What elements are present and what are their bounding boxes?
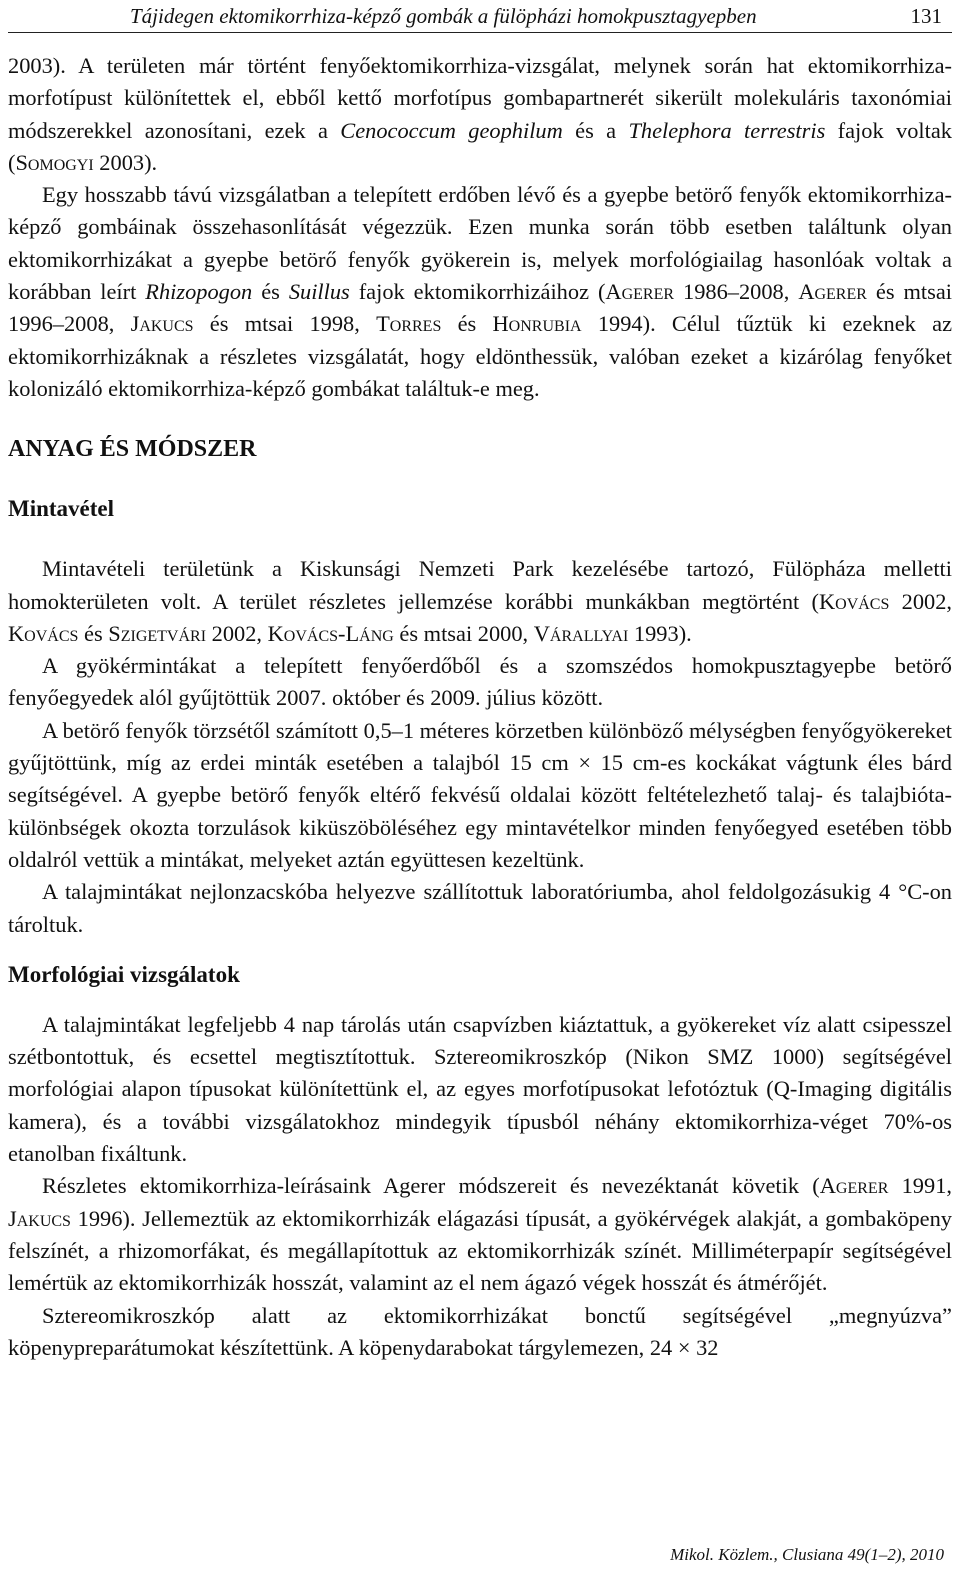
author-citation: Kovács (818, 588, 890, 614)
genus-name: Suillus (288, 279, 350, 305)
author-citation: Kovács-Láng (267, 620, 394, 646)
author-citation: Agerer (819, 1173, 889, 1199)
paragraph-morphology-prep: A talajmintákat legfeljebb 4 nap tárolás után csapvízben kiáztattuk, a gyökereket víz alatt csipesszel szétbontottuk, és ecsettel megtisztítottuk. Sztereomikroszkóp (Nikon SMZ 1000) segítségével morfológiai alapon típusokat különítettünk el, az egyes morfotípusokat lefotóztuk (Q-Imaging digitális kamera), és a további vizsgálatokhoz mindegyik típusból néhány ektomikorrhiza-véget 70%-os etanolban fixáltunk. (8, 1011, 952, 1167)
paragraph-intro-continued: 2003). A területen már történt fenyőektomikorrhiza-vizsgálat, melynek során hat ektomikorrhiza-morfotípust különítettek el, ebből kettő morfotípus gombapartnerét sikerült molekuláris taxonómiai módszerekkel azonosítani, ezek a Cenococcum geophilum és a Thelephora terrestris fajok voltak (Somogyi 2003). (8, 53, 952, 175)
article-body (8, 50, 952, 1364)
subsection-heading-sampling: Mintavétel (8, 496, 115, 522)
running-title: Tájidegen ektomikorrhiza-képző gombák a fülöpházi homokpusztagyepben (130, 4, 757, 28)
author-citation: Várallyai (533, 620, 629, 646)
species-name: Thelephora terrestris (628, 117, 826, 143)
author-citation: Torres (376, 311, 442, 337)
author-citation: Jakucs (8, 1205, 71, 1231)
author-citation: Agerer (798, 279, 867, 305)
author-citation: Somogyi (15, 149, 94, 175)
paragraph-aim: Egy hosszabb távú vizsgálatban a telepített erdőben lévő és a gyepbe betörő fenyők ektomikorrhiza-képző gombáinak összehasonlítását végezzük. Ezen munka során több esetben találtunk olyan ektomikorrhizákat a gyepbe betörő fenyők gyökerein is, melyek morfológiailag hasonlóak voltak a korábban leírt Rhizopogon és Suillus fajok ektomikorrhizáihoz (Agerer 1986–2008, Agerer és mtsai 1996–2008, Jakucs és mtsai 1998, Torres és Honrubia 1994). Célul tűztük ki ezeknek az ektomikorrhizáknak a részletes vizsgálatát, hogy eldönthessük, valóban ezeket a kizárólag fenyőket kolonizáló ektomikorrhiza-képző gombákat találtuk-e meg. (8, 182, 953, 401)
author-citation: Jakucs (130, 311, 194, 337)
running-header (8, 0, 952, 33)
paragraph-storage: A talajmintákat nejlonzacskóba helyezve szállítottuk laboratóriumba, ahol feldolgozásukig 4 °C-on tároltuk. (8, 879, 952, 937)
journal-footer: Mikol. Közlem., Clusiana 49(1–2), 2010 (670, 1545, 944, 1564)
page-number: 131 (910, 4, 942, 28)
paragraph-sampling-area: Mintavételi területünk a Kiskunsági Nemzeti Park kezelésébe tartozó, Fülöpháza melletti homokterületen volt. A terület részletes jellemzése korábbi munkákban megtörtént (Kovács 2002, Kovács és Szigetvári 2002, Kovács-Láng és mtsai 2000, Várallyai 1993). (8, 556, 953, 646)
species-name: Cenococcum geophilum (340, 117, 563, 143)
author-citation: Agerer (605, 279, 675, 305)
genus-name: Rhizopogon (145, 279, 253, 305)
paragraph-root-samples: A gyökérmintákat a telepített fenyőerdőből és a szomszédos homokpusztagyepbe betörő fenyőegyedek alól gyűjtöttük 2007. október és 2009. július között. (8, 653, 952, 711)
paragraph-collection-method: A betörő fenyők törzsétől számított 0,5–1 méteres körzetben különböző mélységben fenyőgyökereket gyűjtöttünk, míg az erdei minták esetében a talajból 15 cm × 15 cm-es kockákat vágtunk éles bárd segítségével. A gyepbe betörő fenyők eltérő fekvésű oldalai között feltételezhető talaj- és talajbióta-különbségek okozta torzulások kiküszöböléséhez egy mintavételkor minden fenyőegyed esetében több oldalról vettük a mintákat, melyeket aztán együttesen kezeltünk. (8, 717, 952, 872)
paragraph-mantle-preparation: Sztereomikroszkóp alatt az ektomikorrhizákat bonctű segítségével „megnyúzva” köpenypreparátumokat készítettünk. A köpenydarabokat tárgylemezen, 24 × 32 (8, 1302, 952, 1360)
paragraph-descriptions: Részletes ektomikorrhiza-leírásaink Agerer módszereit és nevezéktanát követik (Agerer 1991, Jakucs 1996). Jellemeztük az ektomikorrhizák elágazási típusát, a gyökérvégek alakját, a gombaköpeny felszínét, a rhizomorfákat, és megállapítottuk az ektomikorrhizák színét. Milliméterpapír segítségével lemértük az ektomikorrhizák hosszát, valamint az el nem ágazó végek hosszát és átmérőjét. (8, 1173, 952, 1296)
section-heading-methods: ANYAG ÉS MÓDSZER (8, 436, 257, 463)
author-citation: Szigetvári (108, 620, 207, 646)
subsection-heading-morphology: Morfológiai vizsgálatok (8, 961, 240, 987)
author-citation: Kovács (8, 620, 79, 646)
author-citation: Honrubia (492, 311, 582, 337)
